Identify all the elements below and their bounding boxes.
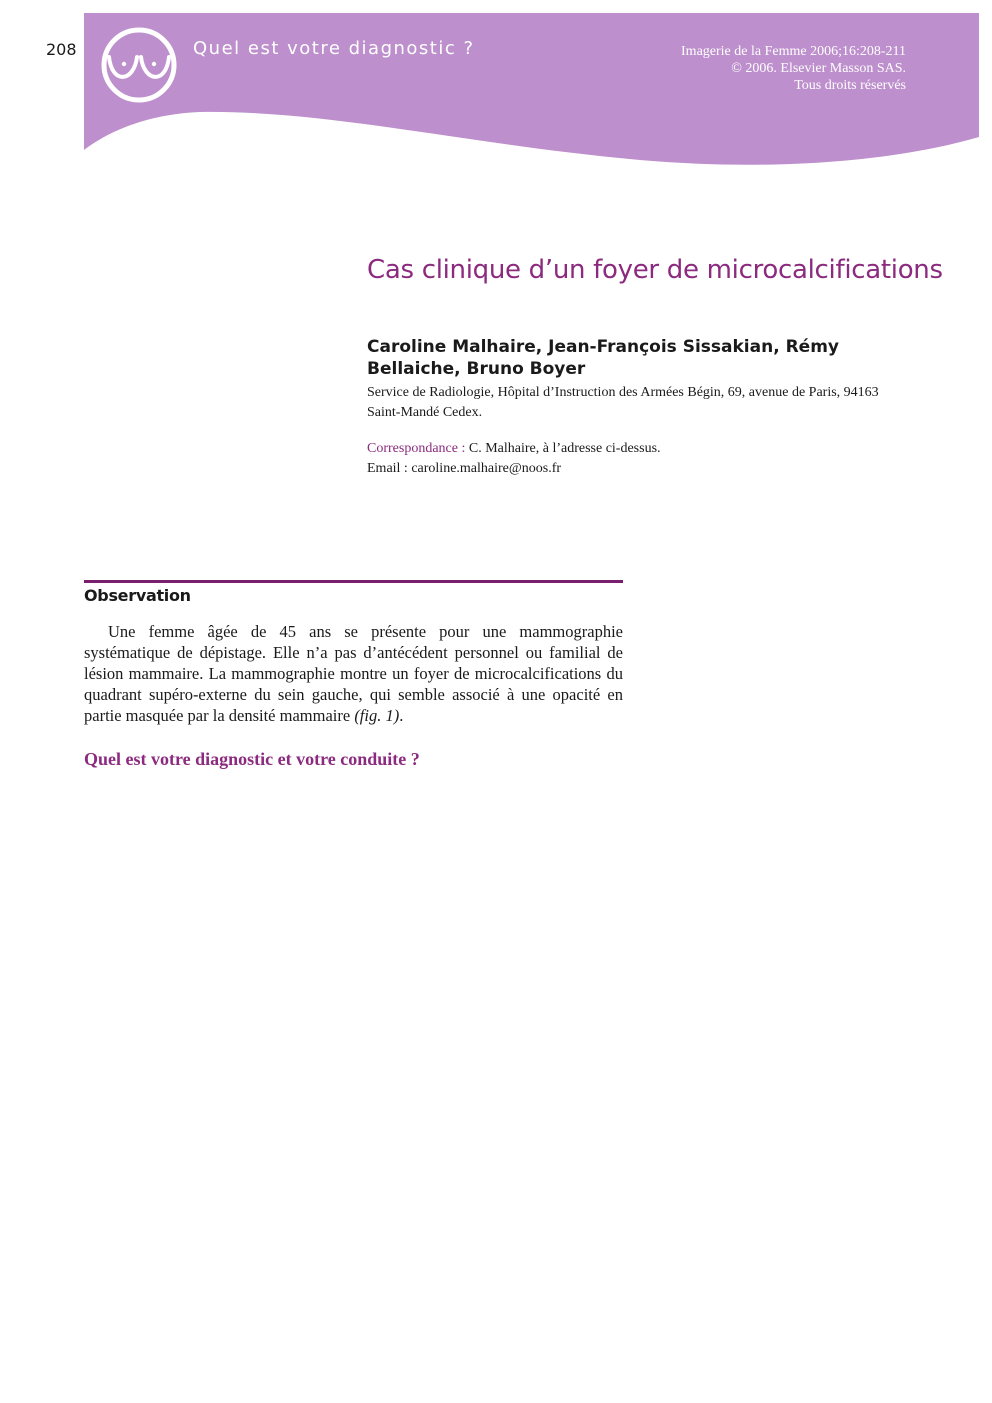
section-divider [84, 580, 623, 583]
author-list: Caroline Malhaire, Jean-François Sissakian, Rémy Bellaiche, Bruno Boyer [367, 337, 839, 379]
correspondence-line [367, 439, 907, 459]
correspondence-label: Correspondance : [367, 441, 466, 456]
journal-citation-line: Imagerie de la Femme 2006;16:208-211 [681, 44, 906, 59]
email-line: Email : caroline.malhaire@noos.fr [367, 461, 562, 476]
observation-heading: Observation [84, 586, 191, 605]
article-title: Cas clinique d’un foyer de microcalcifications [367, 255, 943, 285]
copyright-line: © 2006. Elsevier Masson SAS. [731, 61, 906, 76]
correspondence-block [367, 439, 907, 479]
page-number: 208 [46, 40, 77, 59]
journal-citation [681, 43, 906, 94]
section-title: Quel est votre diagnostic ? [193, 38, 475, 59]
observation-text-end: . [399, 706, 404, 725]
correspondence-text: C. Malhaire, à l’adresse ci-dessus. [465, 441, 661, 456]
observation-paragraph [84, 621, 623, 726]
question-heading: Quel est votre diagnostic et votre conduite ? [84, 749, 420, 769]
figure-reference: (fig. 1) [354, 706, 400, 725]
rights-line: Tous droits réservés [794, 78, 906, 93]
affiliation: Service de Radiologie, Hôpital d’Instruction des Armées Bégin, 69, avenue de Paris, 94163 Saint-Mandé Cedex. [367, 385, 879, 420]
observation-text: Une femme âgée de 45 ans se présente pour une mammographie systématique de dépistage. Elle n’a pas d’antécédent personnel ou familial de lésion mammaire. La mammographie montre un foyer de microcalcifications du quadrant supéro-externe du sein gauche, qui semble associé à une opacité en partie masquée par la densité mammaire [84, 622, 623, 725]
